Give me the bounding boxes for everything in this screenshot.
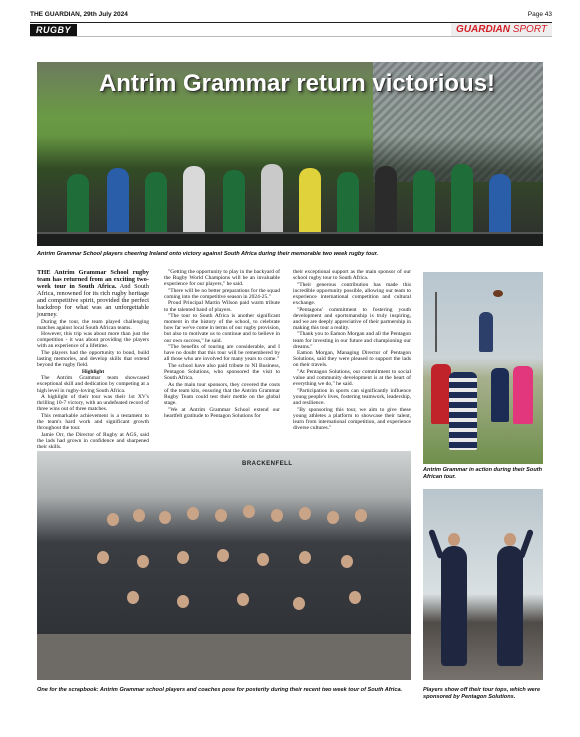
- article-column-3: [293, 269, 411, 431]
- action-caption: Antrim Grammar in action during their South African tour.: [423, 467, 543, 480]
- fan-figure: [145, 172, 167, 234]
- team-member: [215, 509, 227, 522]
- team-member: [257, 553, 269, 566]
- team-member: [177, 551, 189, 564]
- paragraph: "Participation in sports can significantly influence young people's lives, fostering teamwork, leadership, and resilience.: [293, 387, 411, 406]
- player-left: [441, 546, 467, 666]
- guardian-sport-logo: [451, 23, 552, 36]
- paragraph: The players had the opportunity to bond, build lasting memories, and develop skills that extend beyond the rugby field.: [37, 349, 149, 369]
- fan-figure: [107, 168, 129, 234]
- fan-figure: [451, 164, 473, 234]
- teammate-player: [491, 368, 509, 422]
- team-member: [107, 513, 119, 526]
- floor: [37, 634, 411, 680]
- jumping-player: [479, 312, 493, 352]
- team-member: [159, 511, 171, 524]
- paragraph: "Pentagons' commitment to fostering youth development and sportsmanship is truly inspiring, and we are deeply appreciative of their partnership in making this tour a reality.: [293, 306, 411, 331]
- fan-figure: [223, 170, 245, 234]
- team-photo: [37, 451, 411, 680]
- team-member: [355, 509, 367, 522]
- fan-figure: [261, 164, 283, 234]
- subheading: Highlight: [81, 368, 105, 375]
- paragraph: "Getting the opportunity to play in the backyard of the Rugby World Champions will be an invaluable experience for our players," he said.: [164, 269, 280, 288]
- fan-figure: [337, 172, 359, 234]
- barrier-rail: [37, 232, 543, 246]
- paragraph: "By sponsoring this tour, we aim to give these young athletes a platform to showcase their talent, learn from international competition, and experience diverse cultures.": [293, 406, 411, 431]
- paragraph: "There will be no better preparations for the squad coming into the competitive season in 2024-25.": [164, 287, 280, 300]
- paragraph: their exceptional support as the main sponsor of our school rugby tour to South Africa.: [293, 269, 411, 282]
- team-member: [97, 551, 109, 564]
- paragraph: "We at Antrim Grammar School extend our heartfelt gratitude to Pentagon Solutions for: [164, 406, 280, 419]
- fan-figure: [375, 166, 397, 234]
- raised-arm: [518, 529, 534, 559]
- rugby-ball: [493, 290, 503, 297]
- venue-sign: BRACKENFELL: [242, 461, 293, 467]
- fan-figure: [413, 170, 435, 234]
- team-caption: One for the scrapbook: Antrim Grammar school players and coaches pose for posterity during their recent two week tour of South Africa.: [37, 687, 403, 693]
- paragraph: "Thank you to Eamon Morgan and all the Pentagon team for investing in our future and championing our dreams.": [293, 331, 411, 350]
- logo-guardian: GUARDIAN: [456, 24, 510, 35]
- headline: Antrim Grammar return victorious!: [98, 70, 496, 97]
- fan-figure: [183, 166, 205, 234]
- team-member: [177, 595, 189, 608]
- publication-date: THE GUARDIAN, 29th July 2024: [30, 10, 128, 18]
- player-right: [497, 546, 523, 666]
- fan-figure: [299, 168, 321, 234]
- tops-caption: Players show off their tour tops, which were sponsored by Pentagon Solutions.: [423, 687, 541, 700]
- team-member: [341, 555, 353, 568]
- lead-rest: And South Africa, renowned for its rich rugby heritage and competitive spirit, provided the perfect backdrop for what was an unforgettable journey.: [37, 283, 150, 318]
- opponent-player: [431, 364, 451, 424]
- hero-photo: [37, 62, 543, 246]
- section-rugby-tag: RUGBY: [30, 24, 77, 36]
- paragraph: "Their generous contribution has made this incredible opportunity possible, allowing our team to experience international competition and cultural exchange.: [293, 281, 411, 306]
- paragraph: "The benefits of touring are considerable, and I have no doubt that this tour will be remembered by all those who are involved for many years to come.": [164, 344, 280, 363]
- team-member: [299, 507, 311, 520]
- paragraph: As the main tour sponsors, they covered the costs of the team kits, ensuring that the Antrim Grammar Rugby Team could test their mettle on the global stage.: [164, 381, 280, 406]
- player-left-head: [448, 533, 460, 546]
- section-bar: [30, 22, 552, 37]
- team-member: [127, 591, 139, 604]
- player-right-head: [504, 533, 516, 546]
- paragraph: A highlight of their tour was their 1st XV's thrilling 10-7 victory, with an undefeated record of three wins out of three matches.: [37, 394, 149, 413]
- paragraph: Jamie Orr, the Director of Rugby at AGS, said the lads had grown in confidence and sharpened their skills.: [37, 431, 149, 450]
- paragraph: The Antrim Grammar team showcased exceptional skill and dedication by competing at a high level in rugby-loving South Africa.: [37, 375, 149, 394]
- team-member: [271, 509, 283, 522]
- paragraph: "At Pentagon Solutions, our commitment to social value and community development is at the heart of everything we do," he said.: [293, 369, 411, 388]
- article-column-2: [164, 269, 280, 419]
- team-member: [133, 509, 145, 522]
- paragraph: However, this trip was about more than just the competition - it was about providing the players with an experience of a lifetime.: [37, 331, 149, 350]
- action-photo: [423, 272, 543, 464]
- team-member: [299, 551, 311, 564]
- hero-caption: Antrim Grammar School players cheering Ireland onto victory against South Africa during their memorable two week rugby tour.: [37, 251, 379, 257]
- fan-figure: [67, 174, 89, 234]
- team-member: [349, 591, 361, 604]
- page-header: [30, 8, 552, 20]
- paragraph: "The tour to South Africa is another significant moment in the history of the school, to celebrate how far we've come in terms of our rugby provision, but also to motivate us to continue and to believe in our own success," he said.: [164, 313, 280, 344]
- team-member: [293, 597, 305, 610]
- article-column-1: [37, 269, 149, 450]
- article-lead: [37, 269, 149, 318]
- page-number: Page 43: [527, 10, 552, 18]
- lead-bold: THE Antrim Grammar School rugby team has returned from an exciting two-week tour in South Africa.: [37, 269, 149, 290]
- team-member: [137, 555, 149, 568]
- hooped-jersey-player: [449, 372, 477, 450]
- raised-arm: [428, 529, 444, 559]
- paragraph: Eamon Morgan, Managing Director of Pentagon Solutions, said they were pleased to support the lads on their travels.: [293, 350, 411, 369]
- fan-figure: [489, 174, 511, 234]
- team-member: [187, 507, 199, 520]
- paragraph: The school have also paid tribute to NI Business, Pentagon Solutions, who sponsored the visit to South Africa.: [164, 362, 280, 382]
- logo-sport: SPORT: [512, 24, 547, 35]
- tour-tops-photo: [423, 489, 543, 680]
- pink-jersey-player: [513, 366, 533, 424]
- goal-post: [435, 292, 437, 352]
- team-member: [217, 549, 229, 562]
- paragraph: Proud Principal Martin Wilson paid warm tribute to the talented band of players.: [164, 300, 280, 313]
- team-member: [327, 511, 339, 524]
- paragraph: During the tour, the team played challenging matches against local South African teams.: [37, 318, 149, 331]
- paragraph: This remarkable achievement is a testament to the team's hard work and significant growth throughout the tour.: [37, 412, 149, 432]
- team-member: [237, 593, 249, 606]
- team-member: [243, 505, 255, 518]
